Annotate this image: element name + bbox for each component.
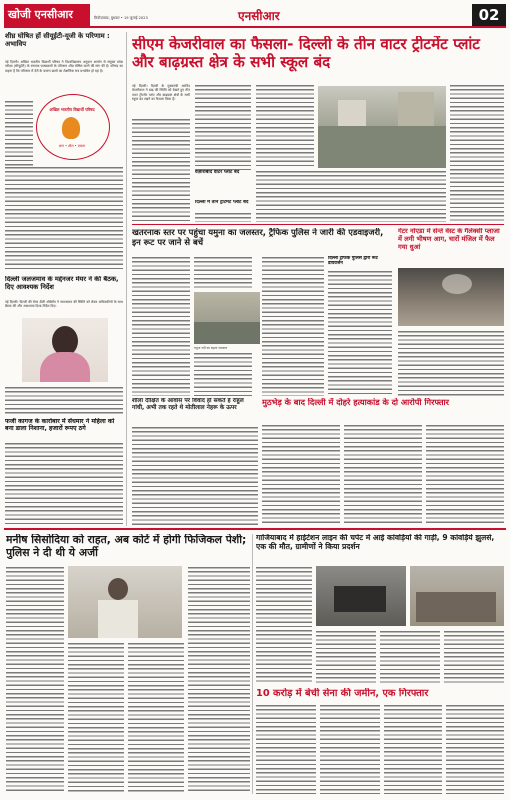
section-rule [132, 224, 504, 225]
abvp-logo-text-top: अखिल भारतीय विद्यार्थी परिषद [49, 107, 95, 112]
sheela-headline: शीला दीक्षित के आवास पर विवाद हो सकते हैं राहुल गांधी, अभी तक रहते थे मोतीलाल नेहरू के ऊपर [132, 398, 244, 411]
traffic-photo-caption: यमुना नदी का बढ़ता जलस्तर [194, 346, 228, 350]
ghaziabad-headline: गाजियाबाद में हाईटेंशन लाइन की चपेट में आई कांवड़ियों की गाड़ी, 9 कांवड़िये झुलसे, एक की मौत, ग्रामीणों ने किया प्रदर्शन [256, 534, 495, 551]
masthead-rule [4, 26, 506, 28]
flood-road-photo [194, 292, 260, 344]
ghaziabad-body-col4 [444, 630, 504, 684]
protest-photo [410, 566, 504, 626]
main-top-body-col1 [132, 118, 190, 222]
encounter-body-col1 [262, 424, 340, 526]
sidebar-bottom-body [5, 442, 123, 526]
sidebar-top-body: नई दिल्ली। अखिल भारतीय विद्यार्थी परिषद ने विश्वविद्यालय अनुदान आयोग से संयुक्त प्रवेश परीक्षा (सीयूईटी) के स्नातक पाठ्यक्रमों के परिणाम शीघ्र घोषित करने की मांग की है। परिषद का कहना है कि परिणाम में देरी के कारण छात्रों का शैक्षणिक सत्र प्रभावित हो रहा है। [5, 60, 123, 73]
traffic-headline: खतरनाक स्तर पर पहुंचा यमुना का जलस्तर, ट्रैफिक पुलिस ने जारी की एडवाइजरी, इन रूट पर जाने से बचें [132, 228, 384, 247]
sisodia-body-col2 [68, 642, 124, 794]
land-body-col1 [256, 704, 316, 794]
abvp-logo [36, 94, 110, 160]
sidebar-top-body-cont2 [5, 166, 123, 270]
land-body-col2 [320, 704, 380, 794]
sidebar-mid-body-cont [5, 386, 123, 416]
main-top-subhead-1: वज़ीराबाद वाटर प्लांट बंद [195, 170, 240, 175]
traffic-body-col2b [194, 352, 252, 396]
land-body-col3 [384, 704, 442, 794]
masthead-date: फ़िरोज़ाबाद, बुधवार • 19 जुलाई 2023 [94, 16, 148, 20]
main-top-body-col2 [195, 84, 251, 170]
land-body-col4 [446, 704, 504, 794]
flooded-plant-photo [318, 86, 446, 168]
masthead-brand [4, 4, 90, 26]
traffic-body-col4 [328, 270, 392, 396]
fire-photo [398, 268, 504, 326]
person-icon [108, 578, 128, 600]
bottom-section-rule [4, 528, 506, 530]
ghaziabad-body-col1 [256, 566, 312, 684]
main-top-body-col4 [450, 84, 504, 222]
sidebar-mid-headline: दिल्ली जलजमाव के मद्देनजर मेयर ने की बैठक, दिए आवश्यक निर्देश [5, 276, 119, 291]
land-headline: 10 करोड़ में बेची सेना की जमीन, एक गिरफ्तार [256, 688, 429, 699]
masthead-left-title: खोजी एनसीआर [8, 8, 73, 21]
mayor-photo [22, 318, 108, 382]
encounter-body-col3 [426, 424, 504, 526]
sisodia-body-col3 [128, 642, 184, 794]
encounter-body-col2 [344, 424, 422, 526]
bottom-column-divider [252, 534, 253, 794]
sidebar-top-headline: शीघ्र घोषित हों सीयूईटी-यूजी के परिणाम : अभाविप [5, 32, 110, 49]
traffic-body-col1 [132, 256, 190, 396]
main-top-body-col2b [195, 212, 251, 222]
sidebar-mid-body: नई दिल्ली। दिल्ली की मेयर शैली ओबेरॉय ने जलजमाव की स्थिति को लेकर अधिकारियों के साथ बैठक की और आवश्यक दिशा-निर्देश दिए। [5, 300, 123, 309]
masthead-page-number: 02 [472, 4, 506, 26]
ghaziabad-body-col2 [316, 630, 376, 684]
encounter-headline: मुठभेड़ के बाद दिल्ली में दोहरे हत्याकांड के दो आरोपी गिरफ्तार [262, 398, 449, 407]
sheela-body [132, 426, 258, 526]
sidebar-top-body-cont [5, 100, 33, 166]
gallery-body [398, 330, 504, 396]
main-top-subhead-2: दिल्ली में तीन ट्रीटमेंट प्लांट बंद [195, 200, 249, 205]
sisodia-headline: मनीष सिसोदिया को राहत, अब कोर्ट में होगी फिजिकल पेशी; पुलिस ने दी थी ये अर्जी [6, 534, 247, 559]
ghaziabad-body-col3 [380, 630, 440, 684]
sisodia-body-col4 [188, 566, 250, 794]
kanwar-vehicle-photo [316, 566, 406, 626]
main-top-headline: सीएम केजरीवाल का फैसला- दिल्ली के तीन वाटर ट्रीटमेंट प्लांट और बाढ़ग्रस्त क्षेत्र के सभी स्कूल बंद [132, 36, 480, 71]
traffic-body-col3 [262, 256, 324, 396]
sisodia-body-col1 [6, 566, 64, 794]
masthead-section: एनसीआर [238, 9, 280, 23]
sidebar-bottom-headline: फर्जी कागज के कारोबार में सेंधमार ने महिला को बना डाला निशाना, हजारों रूपए ठगे [5, 418, 115, 433]
traffic-body-col2 [194, 256, 252, 290]
column-divider [126, 32, 127, 526]
main-top-body-col3 [256, 84, 314, 168]
main-top-body: नई दिल्ली। दिल्ली के मुख्यमंत्री अरविंद केजरीवाल ने बाढ़ की स्थिति को देखते हुए तीन वाटर ट्रीटमेंट प्लांट और बाढ़ग्रस्त क्षेत्रों के सभी स्कूल बंद रखने का फैसला किया है। [132, 84, 190, 101]
abvp-logo-text-bottom: ज्ञान • शील • एकता [58, 144, 86, 148]
flame-icon [62, 117, 80, 139]
main-top-body-under-photo [256, 170, 446, 222]
traffic-subhead-1: दिल्ली ट्रैफिक पुलिस द्वारा रूट डायवर्जन [328, 256, 378, 267]
sisodia-photo [68, 566, 182, 638]
gallery-headline: गेटर नोएडा में सेन्ते वेस्ट के गैलेक्सी प्लाजा में लगी भीषण आग, चारों मंजिल में फैल गया धुआं [398, 228, 500, 251]
